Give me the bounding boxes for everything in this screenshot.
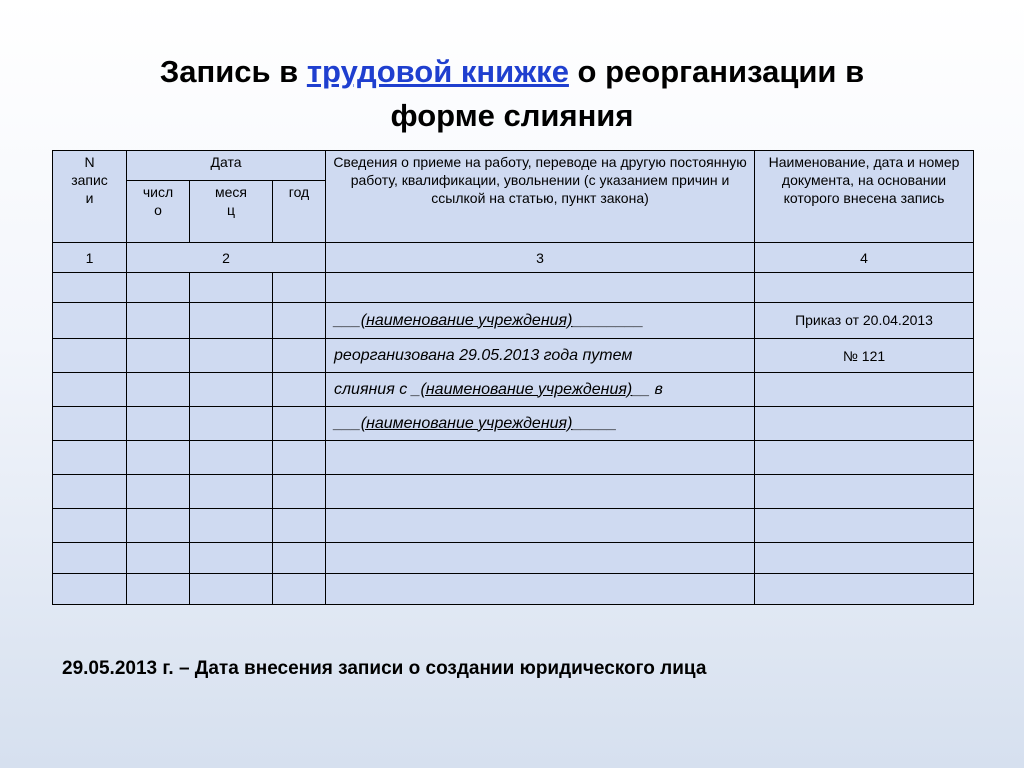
labor-book-link[interactable]: трудовой книжке — [306, 54, 569, 89]
entry-info: ___(наименование учреждения)________ — [326, 303, 755, 339]
footer-note: 29.05.2013 г. – Дата внесения записи о создании юридического лица — [62, 658, 707, 679]
table-row — [53, 303, 974, 339]
header-info: Сведения о приеме на работу, переводе на другую постоянную работу, квалификации, увольнении (с указанием причин и ссылкой на статью, пункт закона) — [326, 151, 755, 243]
title-part2: о реорганизации в — [568, 54, 865, 89]
entry-info: ___(наименование учреждения)_____ — [326, 407, 755, 441]
header-year: год — [273, 181, 326, 243]
table-row — [53, 373, 974, 407]
header-month: меся ц — [190, 181, 273, 243]
entry-info: слияния с _(наименование учреждения)__ в — [326, 373, 755, 407]
title-part1: Запись в — [159, 54, 307, 89]
table-row — [53, 273, 974, 303]
table-row — [53, 509, 974, 543]
header-document: Наименование, дата и номер документа, на основании которого внесена запись — [755, 151, 974, 243]
column-number-3: 3 — [326, 243, 755, 273]
table-row — [53, 441, 974, 475]
header-record-number: N запис и — [53, 151, 127, 243]
table-row — [53, 339, 974, 373]
entry-info: реорганизована 29.05.2013 года путем — [326, 339, 755, 373]
entry-document: Приказ от 20.04.2013 — [755, 303, 974, 339]
labor-book-table — [52, 150, 974, 605]
entry-document — [755, 373, 974, 407]
entry-document: № 121 — [755, 339, 974, 373]
table-row — [53, 543, 974, 574]
column-number-2: 2 — [127, 243, 326, 273]
entry-document — [755, 407, 974, 441]
page-title — [60, 50, 964, 138]
title-line2: форме слияния — [390, 98, 634, 133]
table-row — [53, 475, 974, 509]
table-row — [53, 407, 974, 441]
header-day: числ о — [127, 181, 190, 243]
header-date: Дата — [127, 151, 326, 181]
table-row — [53, 574, 974, 605]
column-number-1: 1 — [53, 243, 127, 273]
column-number-4: 4 — [755, 243, 974, 273]
